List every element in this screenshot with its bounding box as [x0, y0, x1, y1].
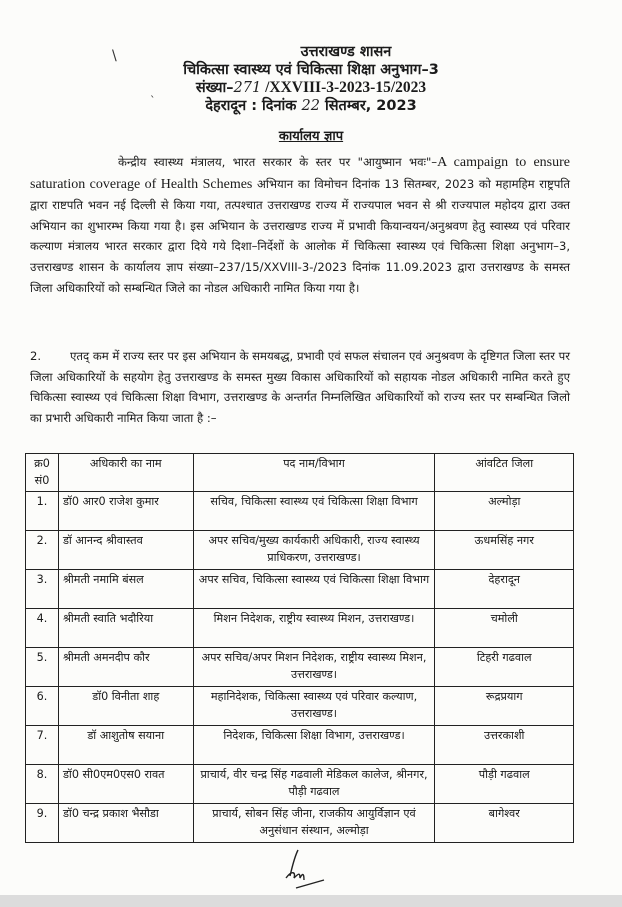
cell-post: अपर सचिव/अपर मिशन निदेशक, राष्ट्रीय स्वास्थ्य मिशन, उत्तराखण्ड।	[193, 648, 435, 687]
table-header-row	[26, 454, 574, 492]
cell-district: देहरादून	[435, 570, 574, 609]
stray-pen-mark: \	[112, 48, 117, 64]
cell-sno: 2.	[26, 531, 59, 570]
handwritten-date: 22	[301, 97, 320, 114]
paragraph-1: केन्द्रीय स्वास्थ्य मंत्रालय, भारत सरकार के स्तर पर "आयुष्मान भवः"–A campaign to ensure saturation coverage of Health Schemes अभियान का विमोचन दिनांक 13 सितम्बर, 2023 को महामहिम राष्ट्रपति द्वारा राष्टपति भवन नई दिल्ली से किया गया, तत्पश्चात उत्तराखण्ड राज्य में राज्यपाल भवन से श्री राज्यपाल महोदय द्वारा उक्त अभियान का शुभारम्भ किया गया है। इस अभियान के उत्तराखण्ड राज्य में प्रभावी कियान्वयन/अनुश्रवण हेतु स्वास्थ्य एवं परिवार कल्याण मंत्रालय भारत सरकार द्वारा दिये गये दिशा–निर्देशों के आलोक में चिकित्सा स्वास्थ्य एवं चिकित्सा शिक्षा अनुभाग–3, उत्तराखण्ड शासन के कार्यालय ज्ञाप संख्या–237/15/XXVIII-3-/2023 दिनांक 11.09.2023 द्वारा उत्तराखण्ड के समस्त जिला अधिकारियों को सम्बन्धित जिले का नोडल अधिकारी नामित किया गया है।	[30, 155, 571, 295]
cell-district: टिहरी गढवाल	[435, 648, 574, 687]
cell-district: चमोली	[435, 609, 574, 648]
table-row	[26, 804, 574, 843]
signature	[278, 848, 338, 896]
cell-sno: 4.	[26, 609, 59, 648]
table-row	[26, 570, 574, 609]
cell-post: प्राचार्य, सोबन सिंह जीना, राजकीय आयुर्विज्ञान एवं अनुसंधान संस्थान, अल्मोड़ा	[193, 804, 435, 843]
government-name: उत्तराखण्ड शासन	[300, 44, 392, 60]
table-row	[26, 765, 574, 804]
paragraph-number: 2.	[30, 349, 42, 363]
cell-sno: 6.	[26, 687, 59, 726]
handwritten-number: 271	[233, 80, 262, 96]
cell-district: उत्तरकाशी	[435, 726, 574, 765]
table-row	[26, 531, 574, 570]
bottom-edge	[0, 895, 622, 907]
cell-post: प्राचार्य, वीर चन्द्र सिंह गढवाली मेडिकल कालेज, श्रीनगर, पौड़ी गढवाल	[193, 765, 435, 804]
table-row	[26, 687, 574, 726]
cell-sno: 7.	[26, 726, 59, 765]
cell-name: डॉ आनन्द श्रीवास्तव	[58, 531, 193, 570]
cell-name: श्रीमती नमामि बंसल	[58, 570, 193, 609]
cell-name: डॉ0 सी0एम0एस0 रावत	[58, 765, 193, 804]
header-officer-name: अधिकारी का नाम	[58, 454, 193, 492]
cell-name: डॉ0 चन्द्र प्रकाश भैसौडा	[58, 804, 193, 843]
cell-district: ऊधमसिंह नगर	[435, 531, 574, 570]
table-row	[26, 609, 574, 648]
cell-post: मिशन निदेशक, राष्ट्रीय स्वास्थ्य मिशन, उत्तराखण्ड।	[193, 609, 435, 648]
header-serial-number: क्र0 सं0	[26, 454, 59, 492]
signature-mark	[278, 848, 338, 892]
letter-number: संख्या–271 /XXVIII-3-2023-15/2023	[195, 79, 427, 96]
cell-sno: 5.	[26, 648, 59, 687]
cell-district: बागेश्वर	[435, 804, 574, 843]
cell-name: डॉ0 विनीता शाह	[58, 687, 193, 726]
table-row	[26, 492, 574, 531]
cell-name: श्रीमती अमनदीप कौर	[58, 648, 193, 687]
cell-name: डॉ0 आर0 राजेश कुमार	[58, 492, 193, 531]
officers-table	[25, 453, 574, 843]
cell-sno: 9.	[26, 804, 59, 843]
header-allotted-district: आंवटित जिला	[435, 454, 574, 492]
paragraph-2: 2. एतद् कम में राज्य स्तर पर इस अभियान के समयबद्ध, प्रभावी एवं सफल संचालन एवं अनुश्रवण के दृष्टिगत जिला स्तर पर जिला अधिकारियों के सहयोग हेतु उत्तराखण्ड के समस्त मुख्य विकास अधिकारियों को सहायक नोडल अधिकारी नामित करते हुए चिकित्सा स्वास्थ्य एवं चिकित्सा शिक्षा विभाग, उत्तराखण्ड के अन्तर्गत निम्नलिखित अधिकारियों को राज्य स्तर पर सम्बन्धित जिलो का प्रभारी अधिकारी नामित किया जाता है :–	[30, 346, 570, 428]
cell-sno: 1.	[26, 492, 59, 531]
department-name: चिकित्सा स्वास्थ्य एवं चिकित्सा शिक्षा अनुभाग–3	[183, 61, 439, 78]
cell-district: अल्मोड़ा	[435, 492, 574, 531]
header-post-department: पद नाम/विभाग	[193, 454, 435, 492]
cell-post: निदेशक, चिकित्सा शिक्षा विभाग, उत्तराखण्ड।	[193, 726, 435, 765]
cell-post: महानिदेशक, चिकित्सा स्वास्थ्य एवं परिवार कल्याण, उत्तराखण्ड।	[193, 687, 435, 726]
letterhead	[0, 44, 622, 115]
table-row	[26, 726, 574, 765]
cell-post: अपर सचिव, चिकित्सा स्वास्थ्य एवं चिकित्सा शिक्षा विभाग	[193, 570, 435, 609]
stray-pen-mark: `	[150, 94, 156, 107]
cell-post: अपर सचिव/मुख्य कार्यकारी अधिकारी, राज्य स्वास्थ्य प्राधिकरण, उत्तराखण्ड।	[193, 531, 435, 570]
document-type-heading: कार्यालय ज्ञाप	[278, 129, 344, 144]
table-row	[26, 648, 574, 687]
cell-district: पौड़ी गढवाल	[435, 765, 574, 804]
cell-district: रूद्रप्रयाग	[435, 687, 574, 726]
place-and-date: देहरादून : दिनांक 22 सितम्बर, 2023	[205, 97, 417, 114]
cell-sno: 8.	[26, 765, 59, 804]
cell-name: श्रीमती स्वाति भदौरिया	[58, 609, 193, 648]
cell-post: सचिव, चिकित्सा स्वास्थ्य एवं चिकित्सा शिक्षा विभाग	[193, 492, 435, 531]
cell-name: डॉ आशुतोष सयाना	[58, 726, 193, 765]
cell-sno: 3.	[26, 570, 59, 609]
